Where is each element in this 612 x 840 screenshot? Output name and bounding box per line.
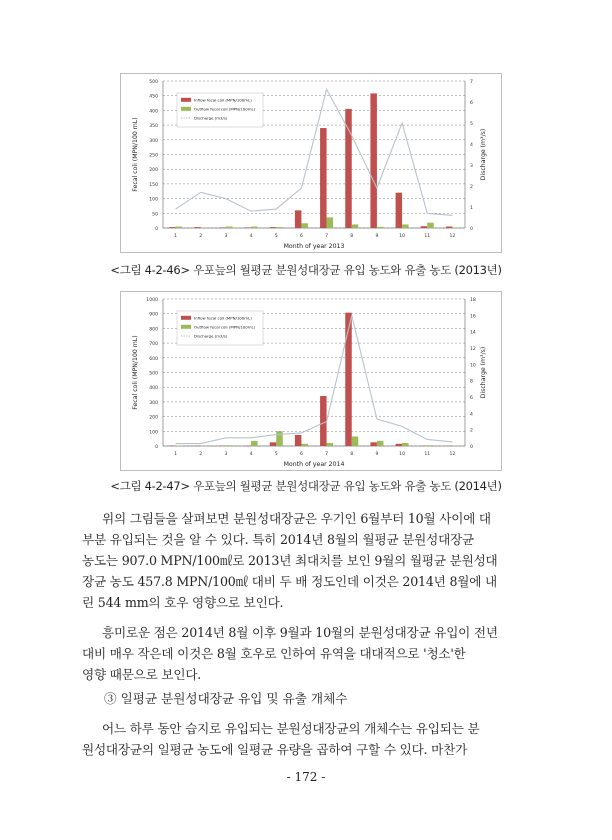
x-tick-label: 8 bbox=[350, 234, 354, 239]
y-tick-label: 800 bbox=[149, 327, 158, 333]
x-tick-label: 10 bbox=[399, 234, 406, 239]
legend-label: Inflow fecal coli (MPN/100mL) bbox=[194, 97, 252, 103]
bar bbox=[421, 226, 428, 228]
y-tick-label: 200 bbox=[149, 168, 158, 174]
legend-swatch bbox=[181, 316, 191, 320]
bar bbox=[320, 396, 327, 446]
y-tick-label: 0 bbox=[155, 445, 158, 450]
bar bbox=[251, 227, 257, 228]
bar bbox=[194, 227, 201, 228]
x-tick-label: 11 bbox=[424, 452, 431, 457]
y-tick-label: 1000 bbox=[146, 298, 158, 303]
x-tick-label: 7 bbox=[325, 234, 329, 239]
x-tick-label: 6 bbox=[299, 452, 303, 457]
bar bbox=[270, 442, 277, 446]
y-tick-label: 100 bbox=[149, 197, 158, 203]
legend-label: Discharge (m3/s) bbox=[194, 115, 228, 121]
section-title: ③ 일평균 분원성대장균 유입 및 유출 개체수 bbox=[104, 691, 348, 706]
y2-tick-label: 8 bbox=[470, 379, 473, 385]
bar bbox=[295, 435, 302, 446]
y-tick-label: 250 bbox=[149, 153, 158, 159]
x-tick-label: 2 bbox=[199, 234, 203, 239]
x-tick-label: 2 bbox=[199, 452, 203, 457]
y-tick-label: 450 bbox=[149, 94, 158, 100]
y2-tick-label: 1 bbox=[470, 206, 473, 211]
bar bbox=[201, 227, 208, 228]
x-tick-label: 4 bbox=[249, 234, 253, 239]
bar bbox=[301, 223, 308, 228]
y-axis-title: Fecal coli (MPN/100 mL) bbox=[132, 335, 139, 410]
paragraph-1 bbox=[82, 508, 532, 613]
bar bbox=[452, 227, 459, 228]
x-tick-label: 4 bbox=[249, 452, 253, 457]
y-tick-label: 500 bbox=[149, 80, 158, 85]
figure-caption-2013: <그림 4-2-46> 우포늪의 월평균 분원성대장균 유입 농도와 유출 농도 (2013년) bbox=[110, 263, 502, 277]
paragraph-2-line: 흥미로운 점은 2014년 8월 이후 9월과 10월의 분원성대장균 유입이 전년 bbox=[102, 625, 498, 640]
paragraph-1-line: 장균 농도 457.8 MPN/100㎖ 대비 두 배 정도인데 이것은 2014년 8월에 내 bbox=[82, 574, 497, 589]
y2-tick-label: 4 bbox=[470, 412, 473, 418]
y-tick-label: 300 bbox=[149, 138, 158, 144]
y2-tick-label: 0 bbox=[470, 227, 473, 232]
x-tick-label: 10 bbox=[399, 452, 406, 457]
x-tick-label: 5 bbox=[274, 452, 278, 457]
legend-label: Inflow fecal coli (MPN/100mL) bbox=[194, 315, 252, 321]
y-tick-label: 350 bbox=[149, 124, 158, 130]
y-tick-label: 150 bbox=[149, 182, 158, 188]
legend-label: Discharge (m3/s) bbox=[194, 333, 228, 339]
y-tick-label: 900 bbox=[149, 312, 158, 318]
bar bbox=[396, 193, 403, 228]
y2-tick-label: 16 bbox=[470, 314, 476, 320]
bar bbox=[176, 227, 183, 228]
bar bbox=[219, 227, 226, 228]
x-tick-label: 5 bbox=[274, 234, 278, 239]
legend-swatch bbox=[181, 107, 191, 111]
y-tick-label: 500 bbox=[149, 371, 158, 377]
y2-tick-label: 14 bbox=[470, 330, 476, 336]
y2-tick-label: 0 bbox=[470, 445, 473, 450]
figure-caption-2014: <그림 4-2-47> 우포늪의 월평균 분원성대장균 유입 농도와 유출 농도 (2014년) bbox=[110, 479, 502, 493]
x-tick-label: 9 bbox=[375, 452, 379, 457]
bar bbox=[327, 443, 334, 446]
chart-2014 bbox=[120, 291, 502, 471]
bar bbox=[377, 227, 384, 228]
bar bbox=[427, 445, 434, 446]
y-tick-label: 100 bbox=[149, 430, 158, 436]
y-tick-label: 400 bbox=[149, 109, 158, 115]
page-number: - 172 - bbox=[286, 770, 326, 784]
paragraph-3-line: 어느 하루 동안 습지로 유입되는 분원성대장균의 개체수는 유입되는 분 bbox=[102, 721, 480, 736]
bar bbox=[245, 227, 252, 228]
x-tick-label: 9 bbox=[375, 234, 379, 239]
legend-swatch bbox=[181, 98, 191, 102]
paragraph-1-line: 부분 유입되는 것을 알 수 있다. 특히 2014년 8월의 월평균 분원성대장균 bbox=[82, 532, 475, 547]
legend-label: Outflow fecal coli (MPN/100mL) bbox=[194, 106, 256, 112]
y-tick-label: 300 bbox=[149, 400, 158, 406]
bar bbox=[377, 441, 384, 446]
chart-2013-svg bbox=[121, 74, 501, 252]
bar bbox=[446, 227, 453, 228]
x-tick-label: 3 bbox=[224, 452, 228, 457]
x-axis-title: Month of year 2013 bbox=[283, 243, 345, 250]
paragraph-2-line: 대비 매우 작은데 이것은 8월 호우로 인하여 유역을 대대적으로 '청소'한 bbox=[82, 646, 466, 661]
bar bbox=[402, 224, 409, 228]
bar bbox=[301, 444, 308, 446]
y2-tick-label: 6 bbox=[470, 101, 473, 106]
bar bbox=[352, 436, 359, 446]
x-tick-label: 12 bbox=[449, 452, 456, 457]
y-tick-label: 600 bbox=[149, 356, 158, 362]
chart-2013 bbox=[120, 73, 502, 253]
y2-tick-label: 12 bbox=[470, 347, 476, 352]
legend bbox=[177, 93, 263, 127]
y2-tick-label: 6 bbox=[470, 396, 473, 401]
bar bbox=[276, 431, 283, 446]
x-tick-label: 1 bbox=[174, 234, 178, 239]
chart-2014-svg bbox=[121, 292, 501, 470]
bar bbox=[226, 445, 233, 446]
paragraph-2 bbox=[82, 622, 532, 685]
x-tick-label: 3 bbox=[224, 234, 228, 239]
bar bbox=[169, 227, 176, 228]
x-axis-title: Month of year 2014 bbox=[283, 461, 345, 468]
y-axis-title: Fecal coli (MPN/100 mL) bbox=[132, 117, 139, 192]
y2-axis-title: Discharge (m³/s) bbox=[480, 346, 487, 399]
paragraph-1-line: 위의 그림들을 살펴보면 분원성대장균은 우기인 6월부터 10월 사이에 대 bbox=[102, 511, 491, 526]
bar bbox=[345, 313, 352, 446]
bar bbox=[270, 227, 277, 228]
y-tick-label: 50 bbox=[152, 212, 158, 218]
y-tick-label: 0 bbox=[155, 227, 158, 232]
y2-tick-label: 5 bbox=[470, 122, 473, 127]
y2-tick-label: 10 bbox=[470, 363, 476, 369]
x-tick-label: 8 bbox=[350, 452, 354, 457]
bar bbox=[396, 444, 403, 446]
paragraph-1-line: 린 544 mm의 호우 영향으로 보인다. bbox=[82, 595, 284, 610]
paragraph-2-line: 영향 때문으로 보인다. bbox=[82, 667, 202, 682]
bar bbox=[427, 223, 434, 228]
y2-tick-label: 3 bbox=[470, 164, 473, 169]
bar bbox=[345, 109, 352, 228]
x-tick-label: 1 bbox=[174, 452, 178, 457]
bar bbox=[327, 217, 334, 228]
legend bbox=[177, 311, 263, 345]
y2-axis-title: Discharge (m³/s) bbox=[480, 128, 487, 181]
paragraph-1-line: 농도는 907.0 MPN/100㎖로 2013년 최대치를 보인 9월의 월평균 분원성대 bbox=[82, 553, 498, 568]
bar bbox=[251, 441, 257, 446]
bar bbox=[320, 128, 327, 228]
y-tick-label: 700 bbox=[149, 342, 158, 348]
legend-label: Outflow fecal coli (MPN/100mL) bbox=[194, 324, 256, 330]
y-tick-label: 400 bbox=[149, 386, 158, 392]
y2-tick-label: 2 bbox=[470, 185, 473, 190]
legend-swatch bbox=[181, 325, 191, 329]
y-tick-label: 200 bbox=[149, 415, 158, 421]
y2-tick-label: 18 bbox=[470, 298, 476, 303]
paragraph-3 bbox=[82, 718, 532, 760]
x-tick-label: 11 bbox=[424, 234, 431, 239]
y2-tick-label: 7 bbox=[470, 80, 473, 85]
x-tick-label: 12 bbox=[449, 234, 456, 239]
bar bbox=[402, 443, 409, 446]
x-tick-label: 7 bbox=[325, 452, 329, 457]
bar bbox=[370, 93, 377, 228]
y2-tick-label: 2 bbox=[470, 428, 473, 434]
paragraph-3-line: 원성대장균의 일평균 농도에 일평균 유량을 곱하여 구할 수 있다. 마찬가 bbox=[82, 742, 468, 757]
x-tick-label: 6 bbox=[299, 234, 303, 239]
bar bbox=[295, 210, 302, 228]
bar bbox=[352, 224, 359, 228]
bar bbox=[276, 227, 283, 228]
y2-tick-label: 4 bbox=[470, 143, 473, 148]
bar bbox=[370, 442, 377, 446]
bar bbox=[226, 227, 233, 228]
